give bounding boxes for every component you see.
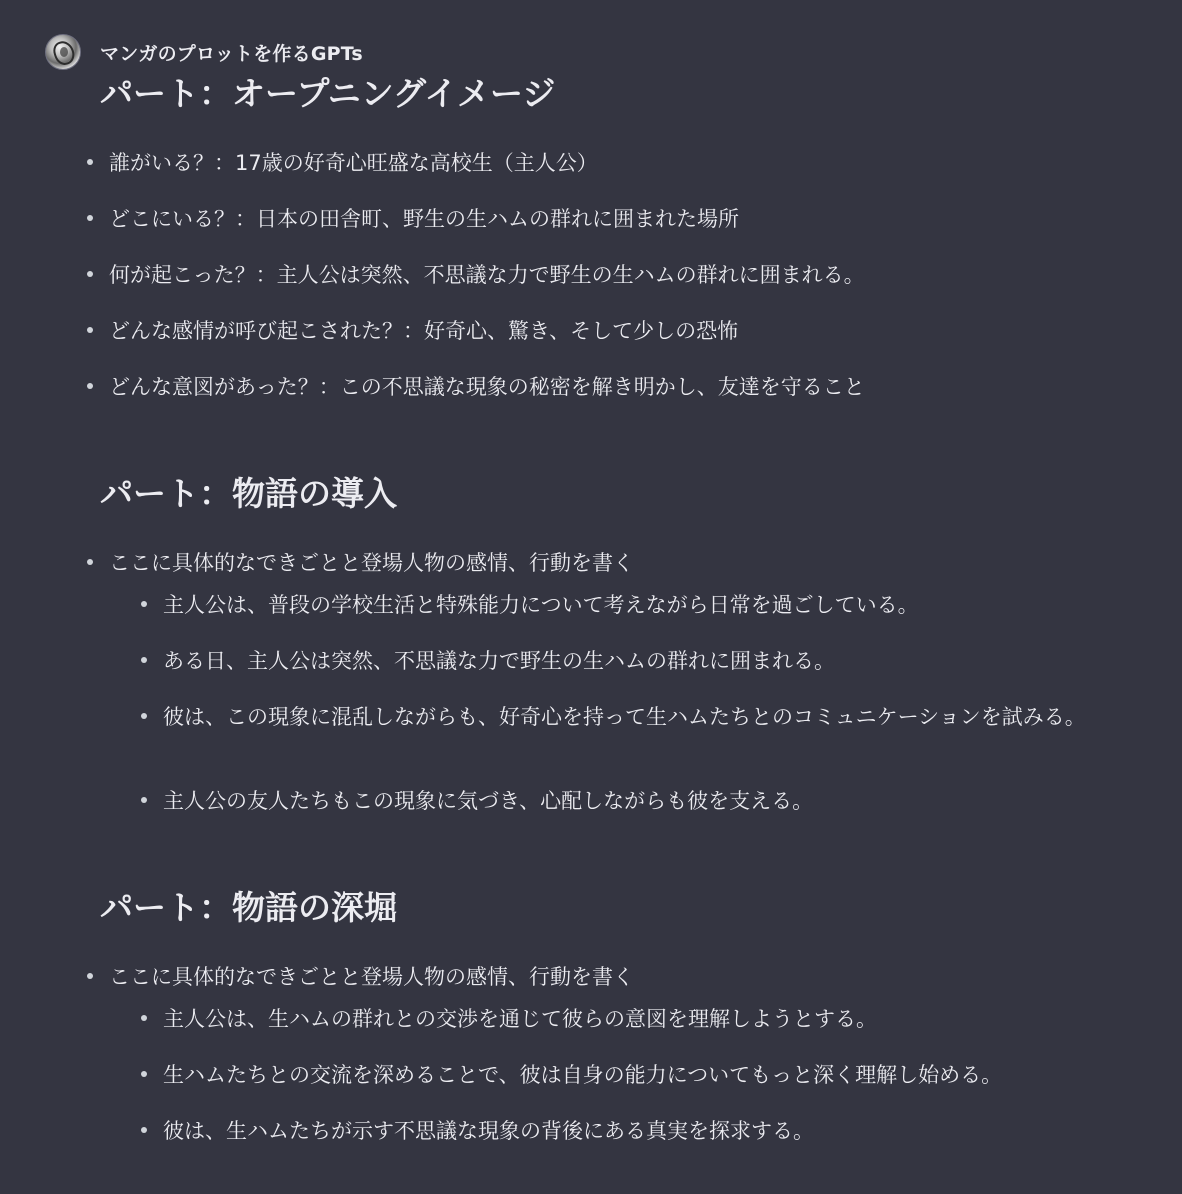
gpt-name[interactable]: マンガのプロットを作るGPTs <box>100 42 363 65</box>
bullet-icon <box>87 159 93 165</box>
bullet-icon <box>141 713 147 719</box>
bullet-icon <box>141 1127 147 1133</box>
bullet-icon <box>141 797 147 803</box>
bullet-icon <box>87 271 93 277</box>
bullet-icon <box>87 383 93 389</box>
list-item <box>109 254 865 296</box>
bullet-icon <box>87 973 93 979</box>
list-subitem <box>163 780 813 822</box>
gpt-avatar-icon[interactable] <box>45 34 81 70</box>
bullet-icon <box>87 215 93 221</box>
list-subitem-text: 主人公の友人たちもこの現象に気づき、心配しながらも彼を支える。 <box>163 789 814 813</box>
list-item <box>109 542 634 584</box>
list-subitem-text: 生ハムたちとの交流を深めることで、彼は自身の能力についてもっと深く理解し始める。 <box>163 1063 1003 1087</box>
list-subitem <box>163 696 1123 738</box>
list-subitem <box>163 584 919 626</box>
bullet-icon <box>141 1015 147 1021</box>
list-subitem-text: ある日、主人公は突然、不思議な力で野生の生ハムの群れに囲まれる。 <box>163 649 835 673</box>
list-subitem-text: 主人公は、普段の学校生活と特殊能力について考えながら日常を過ごしている。 <box>163 593 919 617</box>
section-title-story-intro: パート：物語の導入 <box>100 474 397 513</box>
bullet-icon <box>87 559 93 565</box>
bullet-icon <box>141 657 147 663</box>
list-subitem-text: 彼は、生ハムたちが示す不思議な現象の背後にある真実を探求する。 <box>163 1119 814 1143</box>
list-item <box>109 142 598 184</box>
list-item-text: ここに具体的なできごとと登場人物の感情、行動を書く <box>109 965 634 989</box>
section-title-opening-image: パート：オープニングイメージ <box>100 74 556 113</box>
list-subitem <box>163 1054 1002 1096</box>
list-subitem-text: 主人公は、生ハムの群れとの交渉を通じて彼らの意図を理解しようとする。 <box>163 1007 877 1031</box>
list-item <box>109 366 865 408</box>
list-item <box>109 956 634 998</box>
list-item-text: どんな意図があった？：この不思議な現象の秘密を解き明かし、友達を守ること <box>109 375 865 399</box>
list-item-text: ここに具体的なできごとと登場人物の感情、行動を書く <box>109 551 634 575</box>
list-item-text: どこにいる？：日本の田舎町、野生の生ハムの群れに囲まれた場所 <box>109 207 739 231</box>
bullet-icon <box>87 327 93 333</box>
list-subitem-text: 彼は、この現象に混乱しながらも、好奇心を持って生ハムたちとのコミュニケーションを試みる。 <box>163 705 1086 729</box>
list-item-text: どんな感情が呼び起こされた？：好奇心、驚き、そして少しの恐怖 <box>109 319 739 343</box>
list-subitem <box>163 1110 814 1152</box>
gpt-header <box>45 34 363 70</box>
bullet-icon <box>141 601 147 607</box>
list-item <box>109 310 738 352</box>
list-item-text: 何が起こった？：主人公は突然、不思議な力で野生の生ハムの群れに囲まれる。 <box>109 263 865 287</box>
section-title-story-deepening: パート：物語の深堀 <box>100 888 397 927</box>
list-subitem <box>163 998 877 1040</box>
bullet-icon <box>141 1071 147 1077</box>
list-subitem <box>163 640 835 682</box>
list-item <box>109 198 739 240</box>
list-item-text: 誰がいる？：17歳の好奇心旺盛な高校生（主人公） <box>109 151 598 175</box>
